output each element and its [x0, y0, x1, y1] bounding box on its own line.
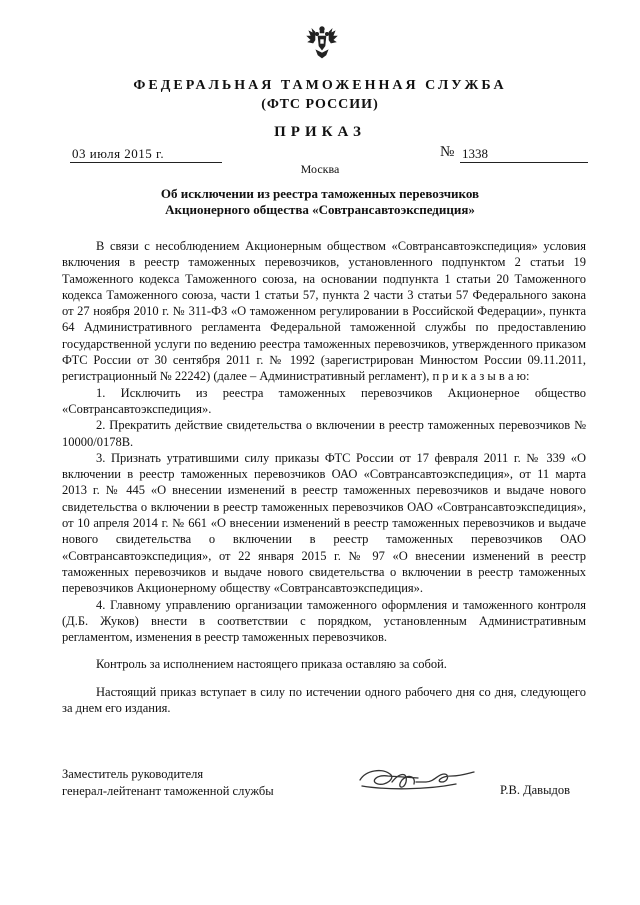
agency-name: ФЕДЕРАЛЬНАЯ ТАМОЖЕННАЯ СЛУЖБА [133, 78, 507, 93]
signatory-title [62, 766, 274, 800]
signatory-title-line-1: Заместитель руководителя [62, 767, 204, 781]
order-item-4: 4. Главному управлению организации таможенного оформления и таможенного контроля (Д.Б. Жуков) внести в соответствии с порядком, установленным Административным регламентом, изменения в реестр таможенных перевозчиков. [62, 597, 586, 645]
signatory-title-line-2: генерал-лейтенант таможенной службы [62, 784, 274, 798]
effective-paragraph: Настоящий приказ вступает в силу по истечении одного рабочего дня со дня, следующего за днем его издания. [62, 684, 586, 716]
order-item-1: 1. Исключить из реестра таможенных перевозчиков Акционерное общество «Совтрансавтоэкспедиция». [62, 385, 586, 416]
order-subject [0, 186, 640, 218]
order-number: 1338 [460, 146, 588, 163]
order-item-2: 2. Прекратить действие свидетельства о включении в реестр таможенных перевозчиков № 10000/0178В. [62, 418, 586, 449]
preamble-paragraph: В связи с несоблюдением Акционерным обществом «Совтрансавтоэкспедиция» условия включения в реестр таможенных перевозчиков, установленного подпунктом 2 статьи 19 Таможенного кодекса Таможенного союза, на основании подпункта 1 статьи 20 Таможенного кодекса Таможенного союза, части 1 статьи 57, пункта 2 части 3 статьи 57 Федерального закона от 27 ноября 2010 г. № 311-ФЗ «О таможенном регулировании в Российской Федерации», пункта 64 Административного регламента Федеральной таможенной службы по предоставлению государственной услуги по ведению реестра таможенных перевозчиков, утвержденного приказом ФТС России от 30 сентября 2011 г. № 1992 (зарегистрирован Минюстом России 09.11.2011, регистрационный № 22242) (далее – Административный регламент), п р и к а з ы в а ю: [62, 239, 586, 384]
city: Москва [300, 162, 340, 176]
subject-line-1: Об исключении из реестра таможенных перевозчиков [160, 186, 480, 201]
russian-double-headed-eagle-icon [306, 22, 338, 62]
order-item-3: 3. Признать утратившими силу приказы ФТС России от 17 февраля 2011 г. № 339 «О включении в реестр таможенных перевозчиков ОАО «Совтрансавтоэкспедиция», от 11 марта 2013 г. № 445 «О внесении изменений в реестр таможенных перевозчиков и выдаче нового свидетельства о включении в реестр таможенных перевозчиков ОАО «Совтрансавтоэкспедиция», от 10 апреля 2014 г. № 661 «О внесении изменений в реестр таможенных перевозчиков и выдаче нового свидетельства о включении в реестр таможенных перевозчиков ОАО «Совтрансавтоэкспедиция», от 22 января 2015 г. № 97 «О внесении изменений в реестр таможенных перевозчиков и выдаче нового свидетельства о включении в реестр таможенных перевозчиков Акционерному обществу «Совтрансавтоэкспедиция». [62, 450, 586, 596]
control-paragraph: Контроль за исполнением настоящего приказа оставляю за собой. [96, 657, 447, 672]
handwritten-signature-icon [356, 760, 484, 800]
order-date: 03 июля 2015 г. [70, 146, 222, 163]
subject-line-2: Акционерного общества «Совтрансавтоэкспедиция» [165, 202, 475, 217]
agency-abbreviation: (ФТС РОССИИ) [261, 97, 379, 112]
document-type-title: ПРИКАЗ [274, 124, 366, 140]
order-body [62, 238, 586, 716]
signatory-name: Р.В. Давыдов [500, 783, 570, 797]
number-sign: № [440, 144, 455, 160]
